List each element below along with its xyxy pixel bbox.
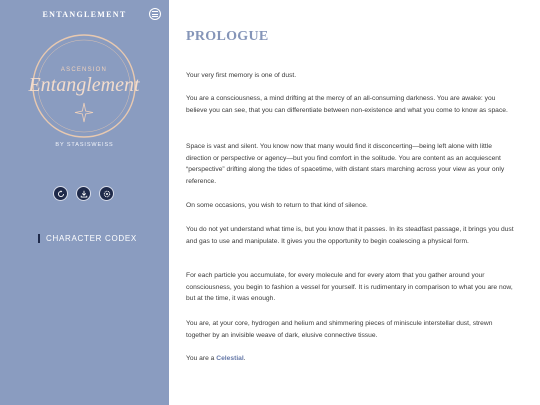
- action-buttons: [53, 186, 114, 201]
- story-paragraph: You are a consciousness, a mind drifting at the mercy of an all-consuming darkness. You are awake: you believe you can see, that you can differentiate between non-existence and what you come to know as space.: [186, 95, 508, 114]
- final-text: You are a: [186, 355, 217, 362]
- story-paragraph: Your very first memory is one of dust.: [186, 72, 297, 79]
- restart-button[interactable]: [53, 186, 68, 201]
- story-paragraph: For each particle you accumulate, for every molecule and for every atom that you gather around your consciousness, you begin to fashion a vessel for yourself. It is rudimentary in comparison to what you are now, but at the time, it was enough.: [186, 272, 513, 303]
- character-codex-link[interactable]: [38, 234, 137, 243]
- brand-title: ENTANGLEMENT: [42, 10, 127, 19]
- save-button[interactable]: [76, 186, 91, 201]
- author-byline: BY STASISWEISS: [55, 142, 114, 148]
- story-paragraph-final: [186, 353, 518, 365]
- menu-line: [152, 14, 158, 15]
- game-logo: [22, 33, 147, 139]
- logo-top-text: ASCENSION: [60, 67, 108, 73]
- menu-line: [152, 16, 158, 17]
- menu-button[interactable]: [149, 8, 161, 20]
- story-paragraph: Space is vast and silent. You know now that many would find it disconcerting—being left alone with little direction or perspective or agency—but you find comfort in the solitude. You are content as an acquiescent “perspective” drifting along the tides of spacetime, with distant stars marching across your view as your only reference.: [186, 143, 505, 185]
- chapter-title: PROLOGUE: [186, 29, 269, 44]
- settings-button[interactable]: [99, 186, 114, 201]
- sidebar: [0, 0, 169, 405]
- story-paragraph: You do not yet understand what time is, but you know that it passes. In its steadfast passage, it brings you dust and gas to use and manipulate. It gives you the opportunity to begin coalescing a physical form.: [186, 226, 514, 245]
- settings-icon: [103, 190, 111, 198]
- download-icon: [80, 190, 88, 198]
- story-paragraph: On some occasions, you wish to return to that kind of silence.: [186, 202, 368, 209]
- menu-line: [152, 11, 158, 12]
- codex-label: CHARACTER CODEX: [46, 234, 137, 243]
- codex-marker: [38, 234, 40, 243]
- story-paragraph: You are, at your core, hydrogen and helium and shimmering pieces of miniscule interstellar dust, strewn together by an invisible weave of dark, elusive connective tissue.: [186, 320, 493, 339]
- sparkle-icon: [75, 103, 93, 122]
- logo-main-text: Entanglement: [28, 74, 140, 96]
- celestial-keyword: Celestial: [216, 355, 244, 362]
- refresh-icon: [57, 190, 65, 198]
- final-punctuation: .: [243, 355, 246, 362]
